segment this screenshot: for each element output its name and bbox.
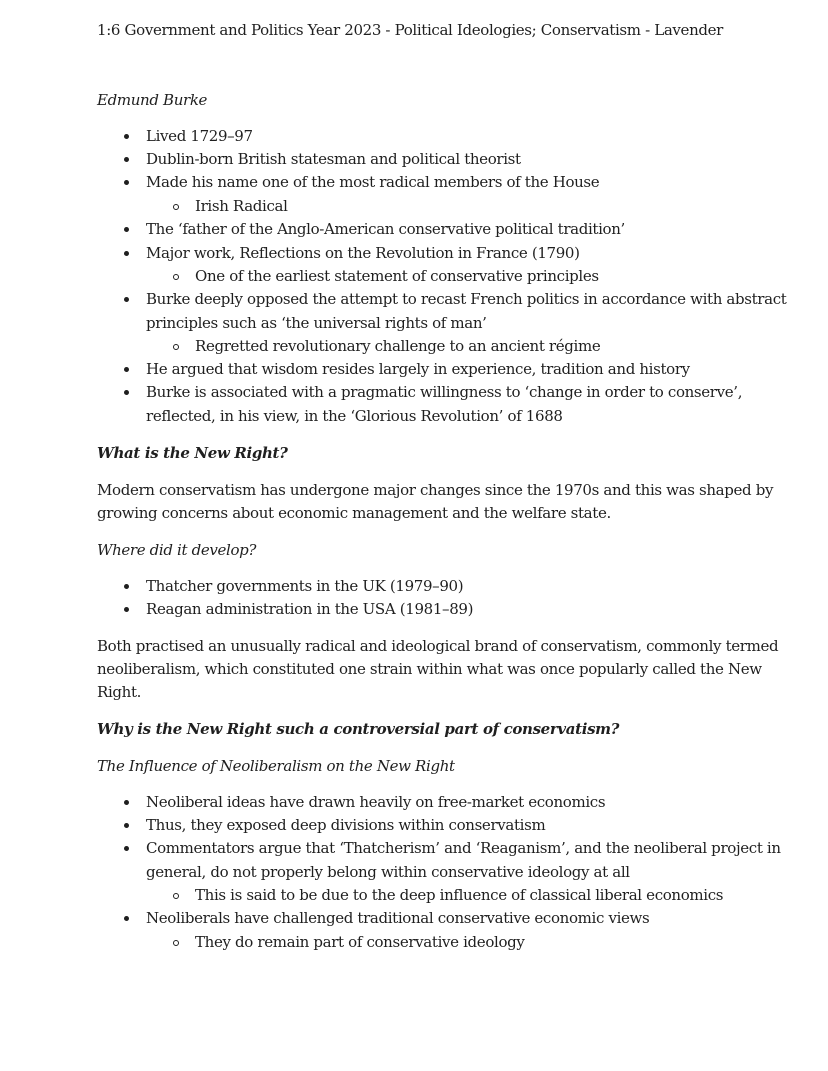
subheading-neoliberalism-influence: The Influence of Neoliberalism on the New Right	[97, 757, 455, 775]
paragraph-line: Both practised an unusually radical and ideological brand of conservatism, commonly termed	[97, 637, 779, 655]
bullet-icon	[124, 180, 129, 185]
list-item-continuation: principles such as ‘the universal rights of man’	[146, 314, 487, 332]
list-item: Neoliberals have challenged traditional conservative economic views	[146, 909, 650, 927]
sub-list-item: One of the earliest statement of conservative principles	[195, 267, 599, 285]
sub-list-item: Regretted revolutionary challenge to an ancient régime	[195, 337, 601, 355]
list-item: He argued that wisdom resides largely in experience, tradition and history	[146, 360, 690, 378]
bullet-icon	[124, 607, 129, 612]
bullet-icon	[124, 157, 129, 162]
sub-bullet-icon	[173, 344, 179, 350]
bullet-icon	[124, 134, 129, 139]
bullet-icon	[124, 846, 129, 851]
list-item: Dublin-born British statesman and political theorist	[146, 150, 521, 168]
bullet-icon	[124, 800, 129, 805]
bullet-icon	[124, 227, 129, 232]
bullet-icon	[124, 390, 129, 395]
paragraph-line: Right.	[97, 683, 142, 701]
bullet-icon	[124, 367, 129, 372]
list-item: The ‘father of the Anglo-American conservative political tradition’	[146, 220, 625, 238]
sub-list-item: This is said to be due to the deep influence of classical liberal economics	[195, 886, 724, 904]
bullet-icon	[124, 297, 129, 302]
list-item: Burke deeply opposed the attempt to recast French politics in accordance with abstract	[146, 290, 787, 308]
bullet-icon	[124, 916, 129, 921]
sub-bullet-icon	[173, 204, 179, 210]
sub-bullet-icon	[173, 893, 179, 899]
section-heading-controversy: Why is the New Right such a controversial part of conservatism?	[97, 720, 620, 738]
paragraph-line: growing concerns about economic management and the welfare state.	[97, 504, 611, 522]
subheading-where-did-it-develop: Where did it develop?	[97, 541, 257, 559]
list-item: Made his name one of the most radical members of the House	[146, 173, 600, 191]
document-header-title: 1:6 Government and Politics Year 2023 - Political Ideologies; Conservatism - Lavender	[97, 21, 723, 39]
list-item: Major work, Reflections on the Revolution in France (1790)	[146, 244, 580, 262]
paragraph-line: Modern conservatism has undergone major changes since the 1970s and this was shaped by	[97, 481, 774, 499]
section-heading-new-right: What is the New Right?	[97, 444, 288, 462]
list-item-continuation: general, do not properly belong within conservative ideology at all	[146, 863, 630, 881]
list-item: Thatcher governments in the UK (1979–90)	[146, 577, 464, 595]
paragraph-line: neoliberalism, which constituted one strain within what was once popularly called the New	[97, 660, 762, 678]
section-heading-edmund-burke: Edmund Burke	[97, 91, 208, 109]
list-item: Lived 1729–97	[146, 127, 253, 145]
bullet-icon	[124, 823, 129, 828]
bullet-icon	[124, 584, 129, 589]
sub-bullet-icon	[173, 940, 179, 946]
list-item: Reagan administration in the USA (1981–89)	[146, 600, 474, 618]
list-item: Commentators argue that ‘Thatcherism’ and ‘Reaganism’, and the neoliberal project in	[146, 839, 781, 857]
sub-bullet-icon	[173, 274, 179, 280]
list-item: Burke is associated with a pragmatic willingness to ‘change in order to conserve’,	[146, 383, 743, 401]
list-item: Neoliberal ideas have drawn heavily on free-market economics	[146, 793, 606, 811]
sub-list-item: Irish Radical	[195, 197, 288, 215]
sub-list-item: They do remain part of conservative ideology	[195, 933, 525, 951]
list-item-continuation: reflected, in his view, in the ‘Glorious Revolution’ of 1688	[146, 407, 563, 425]
list-item: Thus, they exposed deep divisions within conservatism	[146, 816, 546, 834]
bullet-icon	[124, 251, 129, 256]
